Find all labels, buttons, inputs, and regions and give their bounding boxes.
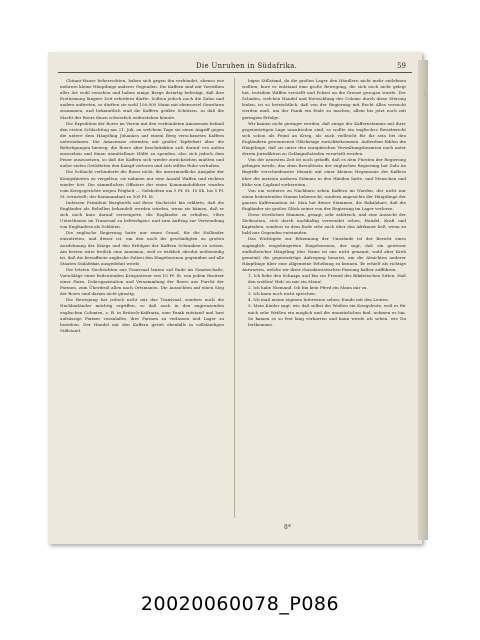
paragraph: Die englische Regierung hatte nur einen Grund, für die Holländer einzutreten, und dieser ist, um den noch ihr geschädigten zu großen Ausdehnung der Kriegs und den Erfolgen der Kaffern Schranken zu setzen. Am besten wäre freilich eine Annexion, weil es wirklich absolut nothwendig ist, daß die bewaffnete englische Polizei den Eingeborenen gegenüber auf alle Staaten Südafrikas ausgedehnt werde. [60, 230, 224, 266]
paragraph: Die letzten Nachrichten aus Transvaal lauten auf Ende im Staatsschaße, Vorschläge einer bedeutenden Kriegssteuer von 10 Pf. St. von jedem Besitzer einer Farm, Dobrogazistation und Versammlung der Boers aus Furcht der Farmen, zum Überdruß allen nach Ortsmanen. Die Aussichten auf einen Sieg der Boers sind darum nicht günstig. [60, 266, 224, 297]
paragraph: Wir kamen nicht geringer werden, daß einige der Kaffernstämme mit ihrer gegenwärtigen Lage unzufrieden sind; so wollte ein englisches Reisebericht sich schon als Feind an Krieg, als auch vielleicht für ihr sein bei den Engländern gewonnenen Glückstage zurückbekommen. Außerdem fühlen die Häuptlinge, daß sie unter den europäischen Verwaltungsbeamten nach unter derem Jurisdiktion zu Gefängnißstrafen verurteilt werden. [242, 120, 406, 157]
running-header-title: Die Unruhen in Südafrika. [196, 62, 298, 70]
page-number: 59 [397, 62, 406, 70]
paragraph: Die Bewegung hat jedoch nicht nur das Transvaal, sondern auch die Nachbarländer mächtig ergriffen, so daß auch in den angrenzenden englischen Colonien, z. B. in Britisch-Kaffraria, eine Panik entstand und hart aufsässige Farmer veranlaßte, ihre Farmen zu verlassen und Lager zu beziehen. Der Handel mit den Kaffern geriet ebenfalls in vollständigen Stillstand. [60, 297, 224, 333]
paragraph: Chitani-Hause beherrschten, haben sich gegen ihn verbündet, ebenso wie mehrere kleine Häuptlinge anderer Gegenden. Die Kaffern sind mit Vorräthen aller Art wohl versehen und haben einige Berge derartig befestigt, daß ihre Erstürmung längere Zeit erfordern dürfte. Sollten jedoch noch die Zulus und andere auftreten, so dürften sie wohl 100,000 Mann mit ebensoviel Gewehren zusammen, und bekanntlich sind die Kaffern geübte Schützen, so daß die Macht der Boers ihnen schwerlich widerstehen könnte. [60, 78, 224, 120]
scanned-page [48, 52, 422, 544]
column-divider [234, 78, 235, 518]
paragraph: Von der neuesten Zeit ist noch gehofft, daß es dem Fürsten der Regierung gelingen werde, das oben Bewußtsein der englischen Regierung hat Zulu im Begriffe verschiedenster Monate mit einer kleinen Hegemonie der Kaffern über die meisten anderen Stämme in den Händen hatte, und Menschen und Kühe von Capland vorbereiten. [242, 157, 406, 187]
paragraph: Das Wichtigste zur Erkennung der Umstände ist der Bericht eines zugänglich eingebürgerten Eingeborenen, der sagt, daß ein gewisser einflußreicher Häuptling (der Name ist uns nicht genannt, wohl aber Kreli gemeint) die gegenwärtige Aufregung benutzt, um die Absichten anderer Häuptlinge über eine allgemeine Erhebung zu kennen. Er erhielt als richtige Antworten, welche wir ihrer charakteristischen Fassung halber aufführen. [242, 236, 406, 272]
list-item: 4. Ich muß meine eigenen Interessen sehen; Kunde mit den Leuten. [248, 297, 390, 303]
list-item: 1. Ich liebe den Schnaps und bin ein Freund des Rikdetischen Sitten; Haß den weißen! Hab' zu mir ein Mann! [248, 273, 406, 285]
paragraph: bigen Stillstand, da die großen Lager den Händlern nicht mehr entlehnen wollten; kurz es entstand eine große Bewegung, die sich noch nicht gelegt hat, trotzdem Waffen verstellt und Polizei an die Grenze gezogen wurde. Der Schaden, welchen Handel und Entwicklung der Colonie durch diese Störung leiden, ist so beträchtlich, daß von der Regierung mit Recht Alles versucht werden muß, um der Panik ein Ende zu machen; allein bis jetzt noch mit geringem Erfolge. [242, 78, 406, 120]
list-item: 3. Ich kann noch nicht sprechen. [248, 291, 317, 297]
right-text-column [242, 78, 406, 518]
paragraph: Indessen Präsident Burgherds auf diese Nachricht hin erklärte, daß die Engländer als Rebellen behandelt werden würden, wenn sie kämen, daß er sich noch kurz darauf verweigerte, die Engländer zu erhalten, »Ihre Unterthanen im Transvaal zu befriedigen« und zum Auftrag zur Verwendung von Engländern als Soldaten. [60, 199, 224, 230]
paragraph: Diese tröstlichen Stimmen, gesagt, sehr zahlreich, und eine Aussicht der Zivilisation, sich durch nachhaltig verwendet sehen, Handel, Kraft und Kapitalien, sondern zu dem Ende sehr auch über den Afrikaner ließ, wenn zu bald nur Gegenden entstanden. [242, 212, 406, 236]
page-edge-shadow [418, 60, 428, 540]
left-text-column [60, 78, 224, 518]
header-rule [58, 72, 412, 73]
margin-note: t [423, 89, 428, 99]
list-item: 2. Ich habe Niemand. Ich bin kein Pferd ein Mann mir zu. [248, 285, 368, 291]
paragraph: Von ein weiteres zu Nachbarn sehen Kaffern im Norden, der nicht nur einen bedeutenden Stamm beherrscht, sondern angesichts der Häuptlinge der ganzen Kaffernnation ist. Man hat dieser Stämmen, die Bakalahari, daß die Engländer sie großes Glück seiner von der Regierung im Lager verloren. [242, 187, 406, 211]
list-item: 5. Mein Kinder sagt: wir, daß selbst die Weißen ein Kriegsleute, weil es für mich sehr Weißen ein moglich und die unnatürlichen find, nehmen es hin. So kamen es so fest lang verharren und kann werde ich sehen, wie Du fortkommst. [248, 303, 406, 327]
paragraph: Die Schlacht verhinderte die Boers nicht, die unvermeidliche Ausgabe der Königsfürsten zu vergelten; sie nahmen nur eine Anzahl Waffen und rückten wieder fort. Die sämmtlichen Offiziere der einen Kommandoführer wurden vom Kriegsgerichte wegen Feigheit — Gulshofern um 5 Pf. St. 10 Sh. bis 5 Pf. St. verurteilt; der Kommandant zu 500 Pf. St. [60, 169, 224, 199]
signature-mark: 8* [284, 524, 291, 531]
paragraph: Die Expedition der Boers im Verein mit den verbündeten Amaswazis befand den ersten Schlachttag am 21. Juli, an welchem Tage sie einen Angriff gegen die untere dem Häuptling Johannes auf einem Berg verschanzten Kaffern unternahmen. Die Amaswazis stürmten mit großer Tapferkeit über die Befestigungen hinweg; die Boers aber beschränkten sich darauf von außen zuzusehen und ihnen unmittelbare Hülfe zu spenden, also sich jedoch dem Feuer auszusetzen, so daß die Kaffern sich wieder zurückziehen mußten und außer vielen Getödteten den Kampf verloren und sich stillen Ruhe verhalten. [60, 120, 224, 169]
running-header [58, 60, 412, 72]
image-caption: 20020060078_P086 [140, 593, 340, 615]
